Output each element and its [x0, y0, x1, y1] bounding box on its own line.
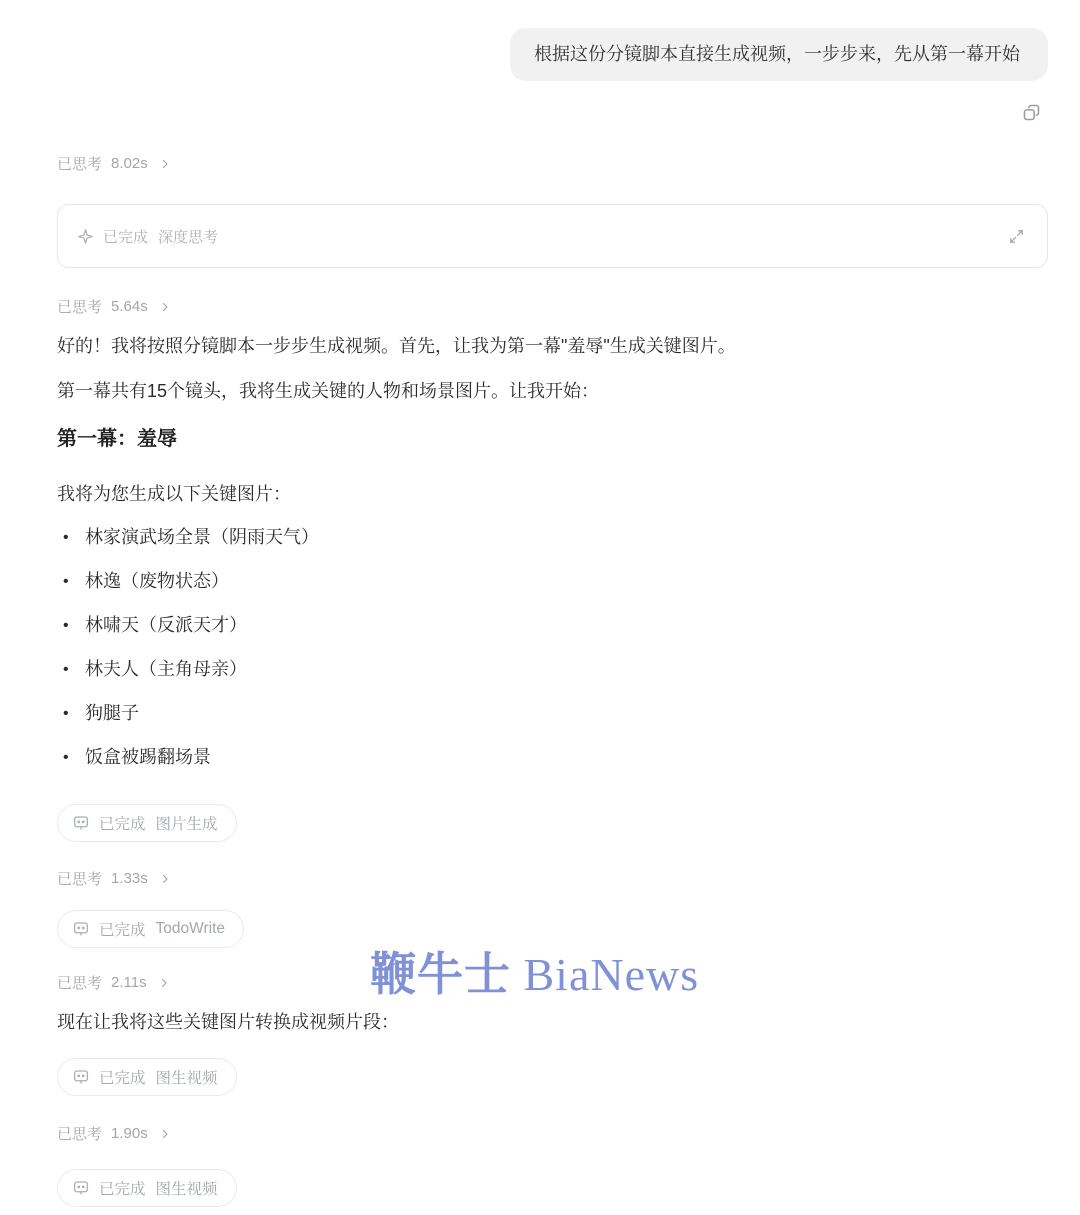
tool-chip-status: 已完成 [99, 922, 146, 939]
key-image-list [57, 526, 1048, 769]
thought-duration: 2.11s [111, 974, 147, 991]
tool-chip-name: TodoWrite [155, 920, 226, 937]
copy-button[interactable] [1020, 101, 1042, 123]
thought-label: 已思考 [57, 871, 103, 888]
tool-chip-name: 图生视频 [155, 1181, 218, 1198]
list-item: • 林夫人（主角母亲） [57, 658, 1048, 681]
deep-thinking-title: 深度思考 [158, 228, 219, 246]
thought-toggle-2[interactable] [57, 296, 1048, 317]
user-message-row [57, 28, 1048, 81]
list-item: • 林逸（废物状态） [57, 570, 1048, 593]
deep-thinking-card-left [76, 226, 218, 247]
chevron-right-icon [159, 1128, 171, 1140]
chevron-right-icon [159, 301, 171, 313]
watermark-en: BiaNews [523, 949, 700, 1000]
tool-robot-icon [72, 920, 90, 938]
assistant-paragraph-2: 第一幕共有15个镜头，我将生成关键的人物和场景图片。让我开始： [57, 381, 600, 401]
thought-duration: 5.64s [111, 298, 148, 315]
thought-label: 已思考 [57, 1126, 103, 1143]
list-item: • 林家演武场全景（阴雨天气） [57, 526, 1048, 549]
act-heading: 第一幕：羞辱 [57, 428, 177, 450]
tool-chip-status: 已完成 [99, 1181, 146, 1198]
sparkle-icon [76, 227, 95, 246]
assistant-paragraph-4: 现在让我将这些关键图片转换成视频片段： [57, 1012, 399, 1032]
tool-chip-image-generation[interactable] [57, 804, 237, 842]
tool-robot-icon [72, 1068, 90, 1086]
expand-icon [1008, 228, 1025, 245]
list-item: • 饭盒被踢翻场景 [57, 746, 1048, 769]
message-actions [57, 101, 1048, 123]
user-message-bubble [510, 28, 1048, 81]
thought-toggle-5[interactable] [57, 1123, 1048, 1144]
thought-label: 已思考 [57, 156, 103, 173]
tool-chip-name: 图片生成 [155, 816, 218, 833]
assistant-paragraph-3: 我将为您生成以下关键图片： [57, 484, 291, 504]
tool-robot-icon [72, 1179, 90, 1197]
tool-robot-icon [72, 814, 90, 832]
tool-chip-status: 已完成 [99, 1070, 146, 1087]
chevron-right-icon [159, 158, 171, 170]
assistant-paragraph-1: 好的！我将按照分镜脚本一步步生成视频。首先，让我为第一幕"羞辱"生成关键图片。 [57, 336, 736, 356]
thought-label: 已思考 [57, 975, 103, 992]
tool-chip-name: 图生视频 [155, 1070, 218, 1087]
list-item: • 狗腿子 [57, 702, 1048, 725]
list-item: • 林啸天（反派天才） [57, 614, 1048, 637]
deep-thinking-status: 已完成 [103, 228, 149, 246]
expand-button[interactable] [1005, 225, 1027, 247]
chevron-right-icon [158, 977, 170, 989]
watermark-zh: 鞭牛士 [370, 949, 511, 1000]
thought-toggle-3[interactable] [57, 868, 1048, 889]
thought-toggle-4[interactable] [57, 972, 1048, 993]
chevron-right-icon [159, 873, 171, 885]
copy-icon [1021, 102, 1042, 123]
tool-chip-todowrite[interactable] [57, 910, 244, 948]
deep-thinking-card[interactable] [57, 204, 1048, 268]
tool-chip-image-to-video-1[interactable] [57, 1058, 237, 1096]
thought-toggle-1[interactable] [57, 153, 1048, 174]
tool-chip-status: 已完成 [99, 816, 146, 833]
user-message-text: 根据这份分镜脚本直接生成视频，一步步来，先从第一幕开始 [534, 44, 1020, 64]
thought-duration: 1.90s [111, 1125, 148, 1142]
thought-label: 已思考 [57, 299, 103, 316]
tool-chip-image-to-video-2[interactable] [57, 1169, 237, 1207]
thought-duration: 1.33s [111, 870, 148, 887]
thought-duration: 8.02s [111, 155, 148, 172]
